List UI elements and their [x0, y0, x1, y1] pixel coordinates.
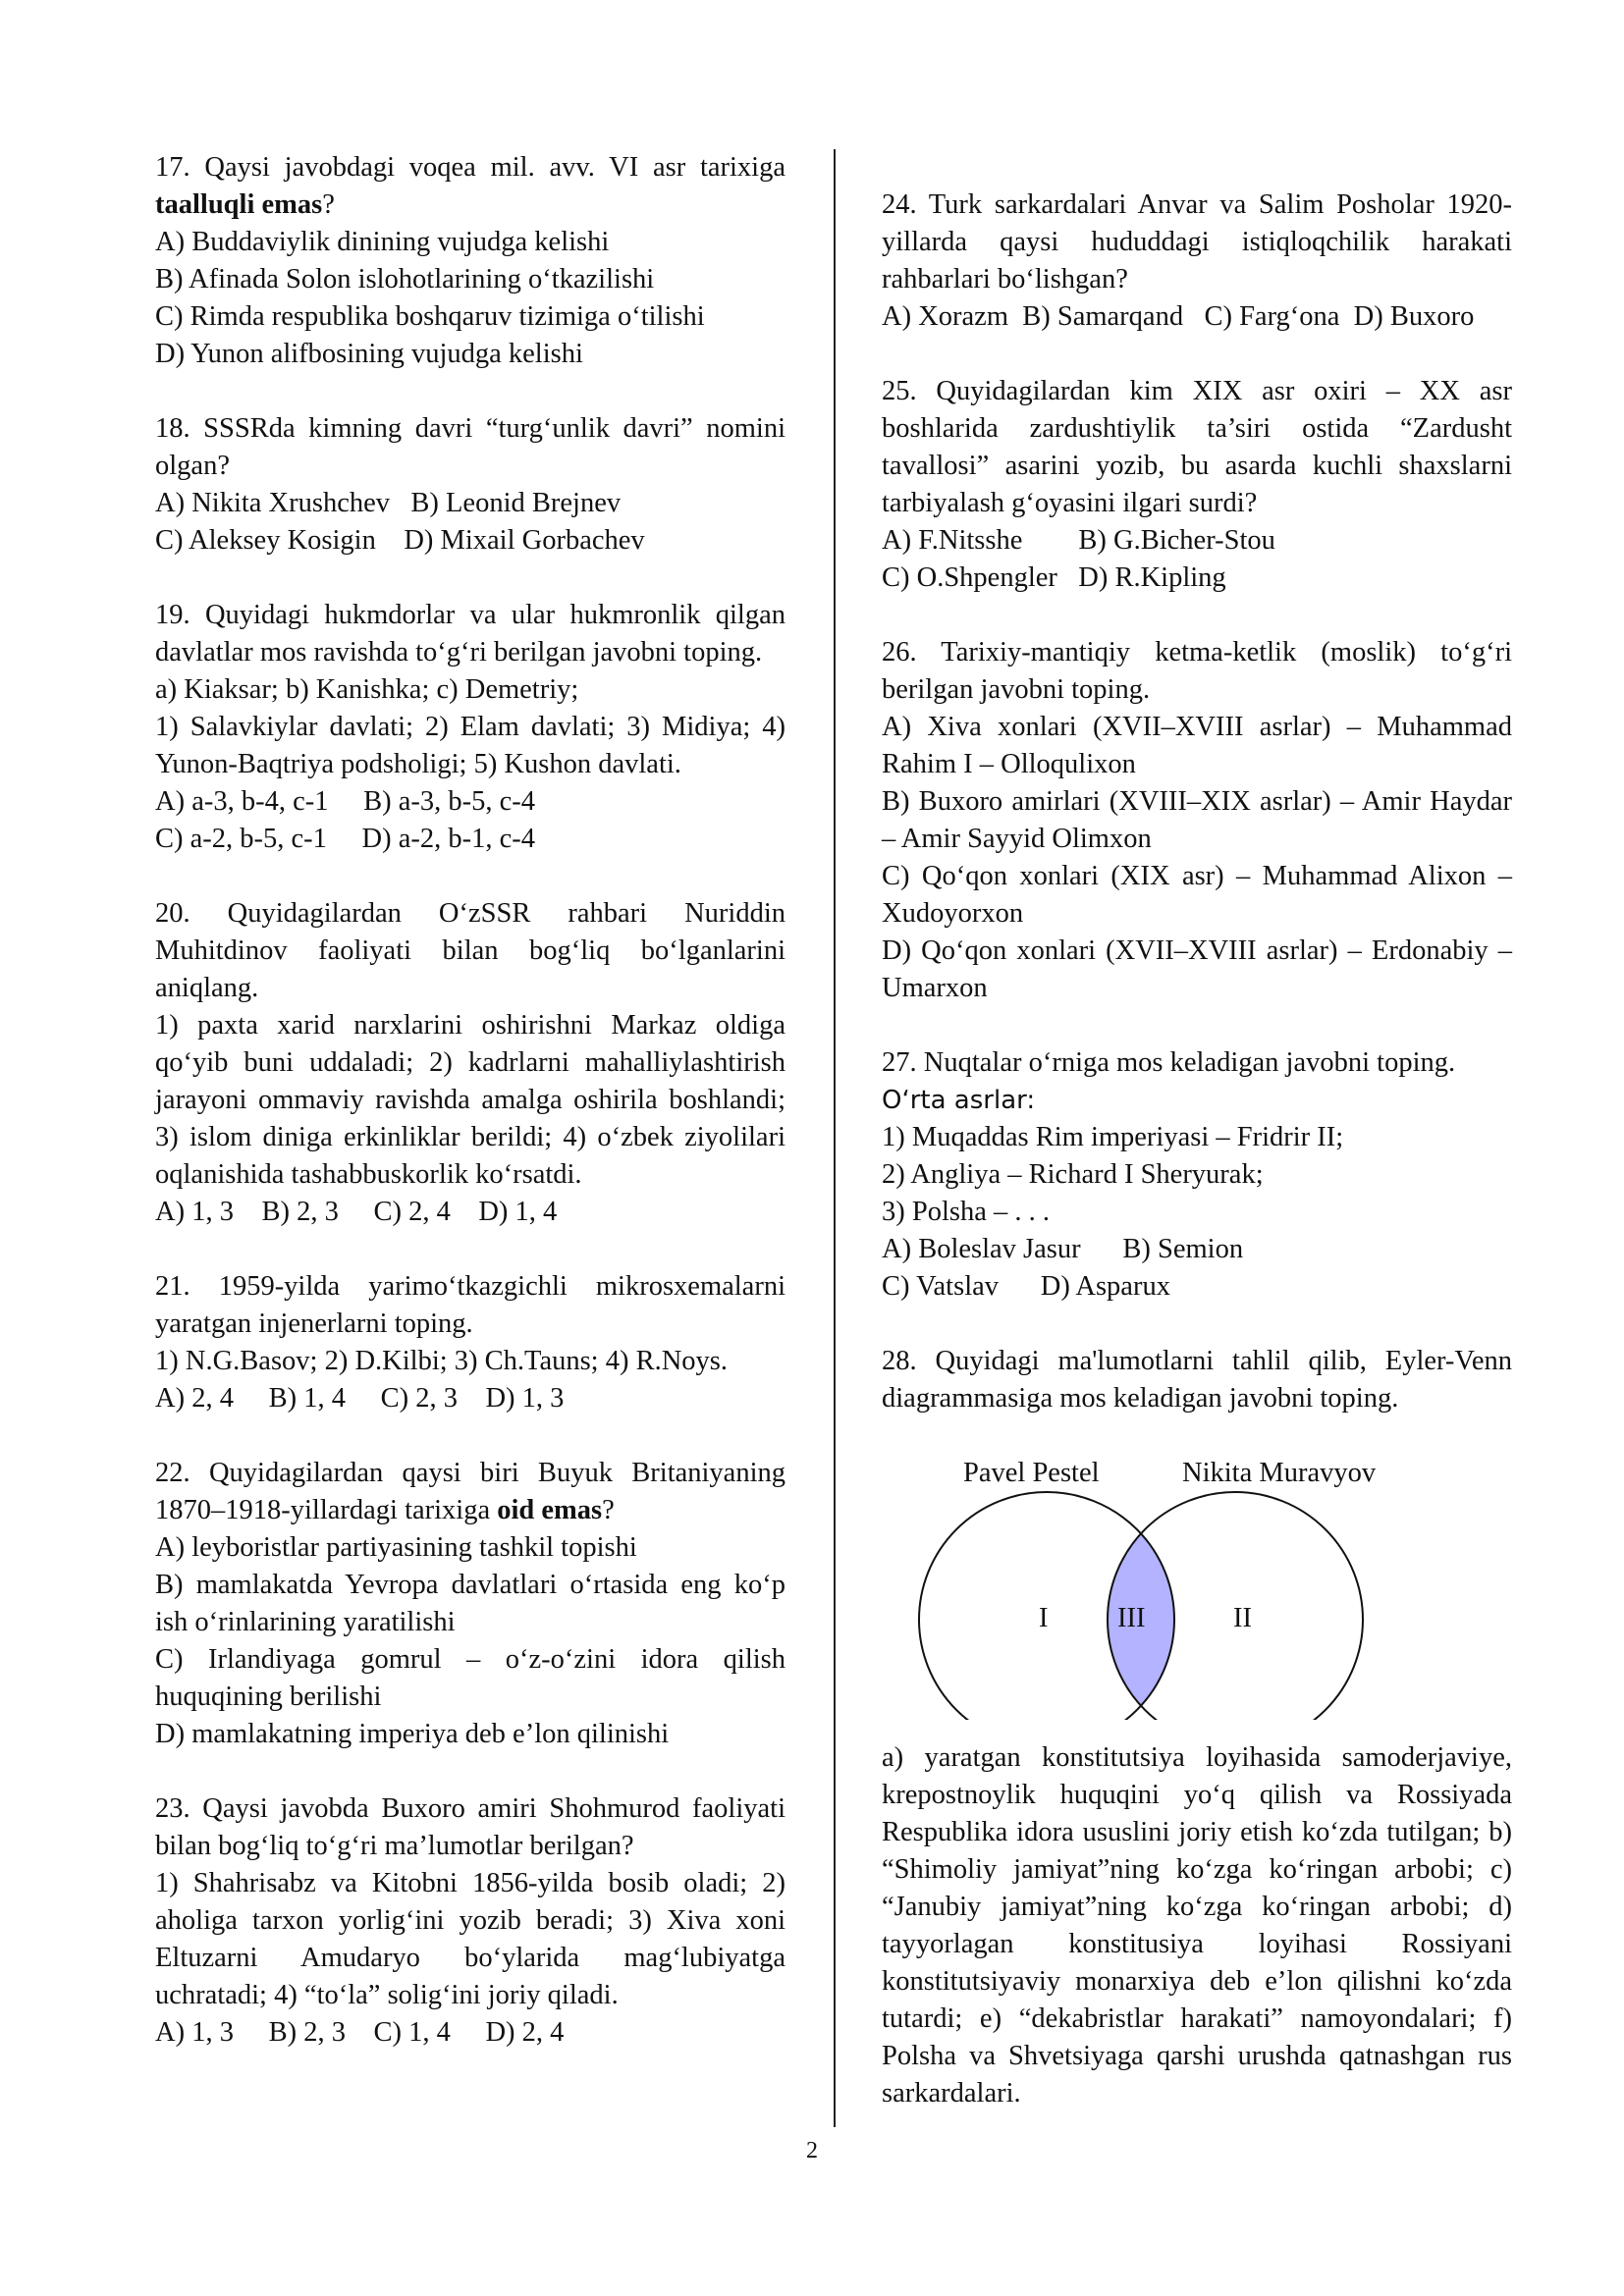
q19-line: 1) Salavkiylar davlati; 2) Elam davlati; 3) Midiya; 4) Yunon-Baqtriya podsholigi; 5) Kushon davlati.	[155, 712, 785, 779]
q27-line: 3) Polsha – . . .	[882, 1197, 1050, 1227]
q22-line: C) Irlandiyaga gomrul – o‘z-o‘zini idora qilish huquqining berilishi	[155, 1644, 785, 1712]
question-q26	[882, 634, 1512, 1007]
q19-line: a) Kiaksar; b) Kanishka; c) Demetriy;	[155, 674, 579, 705]
question-q24	[882, 187, 1512, 336]
question-q20	[155, 895, 785, 1231]
column-divider	[834, 149, 836, 2127]
venn-region-mid: III	[1117, 1603, 1146, 1633]
q27-line: A) Boleslav Jasur B) Semion	[882, 1234, 1244, 1264]
q22-line: D) mamlakatning imperiya deb e’lon qilinishi	[155, 1719, 670, 1749]
q18-question-text: 18. SSSRda kimning davri “turg‘unlik davri” nomini olgan?	[155, 413, 785, 481]
q17-text-part: taalluqli emas	[155, 189, 323, 220]
euler-venn-diagram	[882, 1455, 1512, 1720]
venn-label-left: Pavel Pestel	[963, 1458, 1100, 1488]
q26-line: B) Buxoro amirlari (XVIII–XIX asrlar) – Amir Haydar – Amir Sayyid Olimxon	[882, 786, 1512, 854]
q17-line: A) Buddaviylik dinining vujudga kelishi	[155, 227, 610, 257]
q18-line: C) Aleksey Kosigin D) Mixail Gorbachev	[155, 525, 645, 556]
q19-line: A) a-3, b-4, c-1 B) a-3, b-5, c-4	[155, 786, 535, 817]
right-questions	[882, 187, 1512, 1417]
q19-line: C) a-2, b-5, c-1 D) a-2, b-1, c-4	[155, 824, 535, 854]
question-q22	[155, 1455, 785, 1753]
venn-label-right: Nikita Muravyov	[1182, 1458, 1377, 1488]
q28-items: a) yaratgan konstitutsiya loyihasida samoderjaviye, krepostnoylik huquqini yo‘q qilish va Rossiyada Respublika idora ususlini joriy etish ko‘zda tutilgan; b) “Shimoliy jamiyat”ning ko‘zga ko‘ringan arbobi; c) “Janubiy jamiyat”ning ko‘zga ko‘ringan arbobi; d) tayyorlagan konstitusiya loyihasi Rossiyani konstitutsiyaviy monarxiya deb e’lon qilishni ko‘zda tutardi; e) “dekabristlar harakati” namoyondalari; f) Polsha va Shvetsiyaga qarshi urushda qatnashgan rus sarkardalari.	[882, 1742, 1512, 2109]
q22-text-part: ?	[602, 1495, 615, 1525]
q20-question-text: 20. Quyidagilardan O‘zSSR rahbari Nuriddin Muhitdinov faoliyati bilan bog‘liq bo‘lganlarini aniqlang.	[155, 898, 785, 1003]
q24-line: A) Xorazm B) Samarqand C) Farg‘ona D) Buxoro	[882, 301, 1475, 332]
q25-line: A) F.Nitsshe B) G.Bicher-Stou	[882, 525, 1275, 556]
q17-line: D) Yunon alifbosining vujudga kelishi	[155, 339, 583, 369]
right-column	[882, 187, 1512, 2112]
q21-line: A) 2, 4 B) 1, 4 C) 2, 3 D) 1, 3	[155, 1383, 565, 1414]
venn-svg	[882, 1455, 1512, 1720]
q20-line: A) 1, 3 B) 2, 3 C) 2, 4 D) 1, 4	[155, 1197, 558, 1227]
question-q17	[155, 149, 785, 373]
question-q23	[155, 1790, 785, 2052]
q27-question-text: 27. Nuqtalar o‘rniga mos keladigan javobni toping.	[882, 1047, 1456, 1078]
q22-text-part: 22. Quyidagilardan qaysi biri Buyuk Britaniyaning 1870–1918-yillardagi tarixiga	[155, 1458, 785, 1525]
question-q19	[155, 597, 785, 858]
q27-line: C) Vatslav D) Asparux	[882, 1271, 1170, 1302]
q26-line: C) Qo‘qon xonlari (XIX asr) – Muhammad Alixon – Xudoyorxon	[882, 861, 1512, 929]
q28-question-text: 28. Quyidagi ma'lumotlarni tahlil qilib, Eyler-Venn diagrammasiga mos keladigan javobni toping.	[882, 1346, 1512, 1414]
q18-line: A) Nikita Xrushchev B) Leonid Brejnev	[155, 488, 622, 518]
q25-line: C) O.Shpengler D) R.Kipling	[882, 562, 1226, 593]
page-number: 2	[806, 2138, 818, 2163]
question-q21	[155, 1268, 785, 1417]
q23-question-text: 23. Qaysi javobda Buxoro amiri Shohmurod faoliyati bilan bog‘liq to‘g‘ri ma’lumotlar berilgan?	[155, 1793, 785, 1861]
question-q25	[882, 373, 1512, 597]
venn-region-left: I	[1039, 1603, 1049, 1633]
q22-text-part: oid emas	[497, 1495, 603, 1525]
q17-question-text	[155, 149, 785, 224]
q19-question-text: 19. Quyidagi hukmdorlar va ular hukmronlik qilgan davlatlar mos ravishda to‘g‘ri berilgan javobni toping.	[155, 600, 785, 667]
venn-region-right: II	[1233, 1603, 1252, 1633]
q20-line: 1) paxta xarid narxlarini oshirishni Markaz oldiga qo‘yib buni uddaladi; 2) kadrlarni mahalliylashtirish jarayoni ommaviy ravishda amalga oshirila boshlandi; 3) islom diniga erkinliklar berildi; 4) o‘zbek ziyolilari oqlanishida tashabbuskorlik ko‘rsatdi.	[155, 1010, 785, 1190]
q17-line: C) Rimda respublika boshqaruv tizimiga o‘tilishi	[155, 301, 705, 332]
question-q27	[882, 1044, 1512, 1306]
question-q18	[155, 410, 785, 560]
left-column	[155, 149, 785, 2089]
q17-text-part: ?	[322, 189, 335, 220]
q21-line: 1) N.G.Basov; 2) D.Kilbi; 3) Ch.Tauns; 4) R.Noys.	[155, 1346, 729, 1376]
question-q28	[882, 1343, 1512, 1417]
q27-line: 1) Muqaddas Rim imperiyasi – Fridrir II;	[882, 1122, 1344, 1152]
q27-line: 2) Angliya – Richard I Sheryurak;	[882, 1159, 1264, 1190]
q25-question-text: 25. Quyidagilardan kim XIX asr oxiri – XX asr boshlarida zardushtiylik ta’siri ostida “Zardusht tavallosi” asarini yozib, bu asarda kuchli shaxslarni tarbiyalash g‘oyasini ilgari surdi?	[882, 376, 1512, 518]
q17-line: B) Afinada Solon islohotlarining o‘tkazilishi	[155, 264, 655, 294]
q22-line: A) leyboristlar partiyasining tashkil topishi	[155, 1532, 637, 1563]
q26-question-text: 26. Tarixiy-mantiqiy ketma-ketlik (moslik) to‘g‘ri berilgan javobni toping.	[882, 637, 1512, 705]
q24-question-text: 24. Turk sarkardalari Anvar va Salim Posholar 1920-yillarda qaysi hududdagi istiqloqchilik harakati rahbarlari bo‘lishgan?	[882, 189, 1512, 294]
q23-line: A) 1, 3 B) 2, 3 C) 1, 4 D) 2, 4	[155, 2017, 565, 2048]
q21-question-text: 21. 1959-yilda yarimo‘tkazgichli mikrosxemalarni yaratgan injenerlarni toping.	[155, 1271, 785, 1339]
q27-line: O‘rta asrlar:	[882, 1086, 1036, 1115]
q17-text-part: 17. Qaysi javobdagi voqea mil. avv. VI asr tarixiga	[155, 152, 785, 183]
q22-line: B) mamlakatda Yevropa davlatlari o‘rtasida eng ko‘p ish o‘rinlarining yaratilishi	[155, 1570, 785, 1637]
q26-line: D) Qo‘qon xonlari (XVII–XVIII asrlar) – Erdonabiy – Umarxon	[882, 935, 1512, 1003]
q23-line: 1) Shahrisabz va Kitobni 1856-yilda bosib oladi; 2) aholiga tarxon yorlig‘ini yozib beradi; 3) Xiva xoni Eltuzarni Amudaryo bo‘ylarida mag‘lubiyatga uchratadi; 4) “to‘la” solig‘ini joriy qiladi.	[155, 1868, 785, 2010]
q26-line: A) Xiva xonlari (XVII–XVIII asrlar) – Muhammad Rahim I – Olloqulixon	[882, 712, 1512, 779]
q22-question-text	[155, 1455, 785, 1529]
